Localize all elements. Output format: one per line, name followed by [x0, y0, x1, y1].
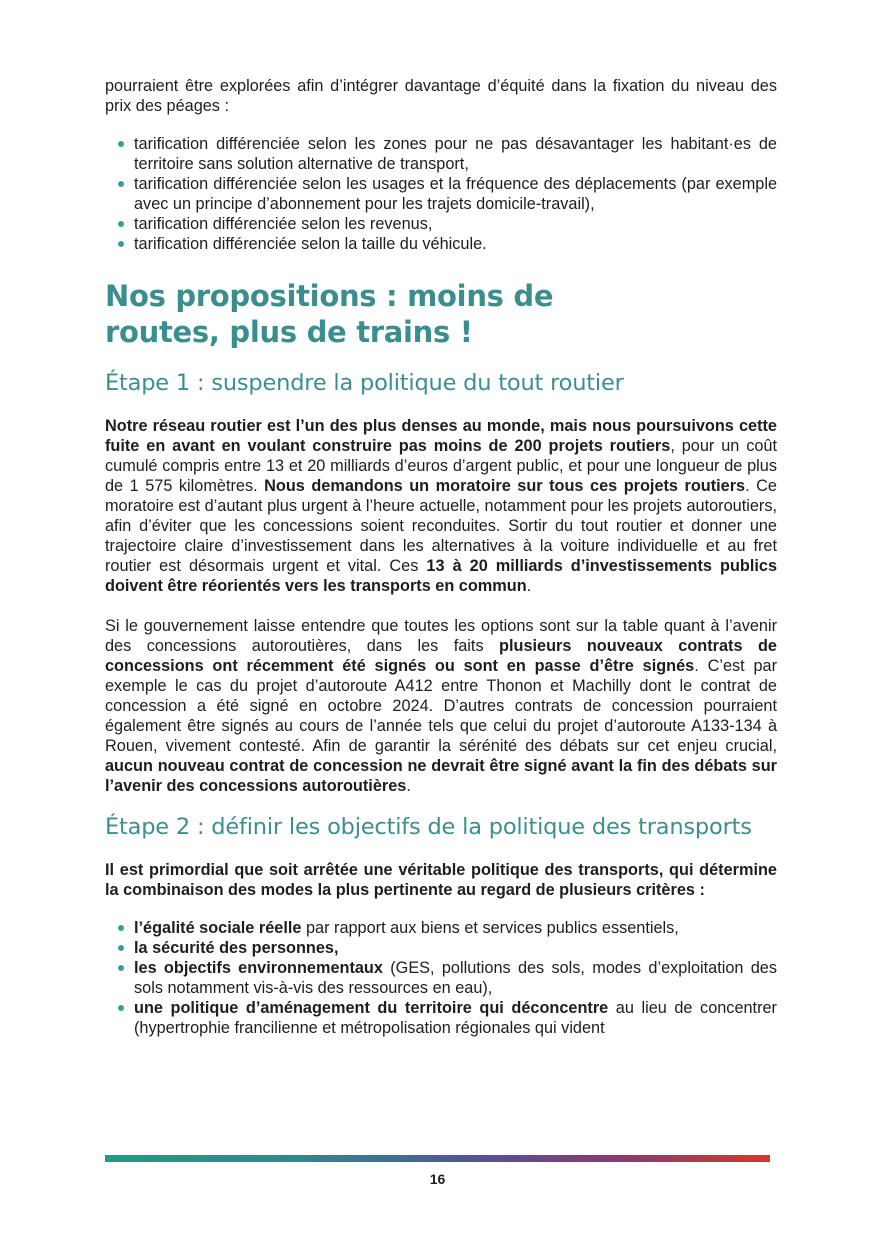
step1-paragraph-2: Si le gouvernement laisse entendre que toutes les options sont sur la table quant à l’avenir des concessions autoroutières, dans les faits plusieurs nouveaux contrats de concessions ont récemment été signés ou sont en passe d’être signés. C’est par exemple le cas du projet d’autoroute A412 entre Thonon et Machilly dont le contrat de concession a été signé en octobre 2024. D’autres contrats de concession pourraient également être signés au cours de l’année tels que celui du projet d’autoroute A133-134 à Rouen, vivement contesté. Afin de garantir la sérénité des débats sur cet enjeu crucial, aucun nouveau contrat de concession ne devrait être signé avant la fin des débats sur l’avenir des concessions autoroutières.	[105, 617, 777, 795]
bullet-dot-icon	[118, 241, 124, 247]
step1-heading: Étape 1 : suspendre la politique du tout routier	[105, 370, 624, 396]
bullet-dot-icon	[118, 1005, 124, 1011]
list-item: une politique d’aménagement du territoire qui déconcentre au lieu de concentrer (hypertrophie francilienne et métropolisation régionales qui vident	[105, 998, 777, 1038]
criteria-list	[105, 918, 777, 1038]
page-content	[105, 76, 777, 1038]
step1-paragraph-1: Notre réseau routier est l’un des plus denses au monde, mais nous poursuivons cette fuite en avant en voulant construire pas moins de 200 projets routiers, pour un coût cumulé compris entre 13 et 20 milliards d’euros d’argent public, et pour une longueur de plus de 1 575 kilomètres. Nous demandons un moratoire sur tous ces projets routiers. Ce moratoire est d’autant plus urgent à l’heure actuelle, notamment pour les projets autoroutiers, afin d’éviter que les concessions soient reconduites. Sortir du tout routier et donner une trajectoire claire d’investissement dans les alternatives à la voiture individuelle et au fret routier est désormais urgent et vital. Ces 13 à 20 milliards d’investissements publics doivent être réorientés vers les transports en commun.	[105, 417, 778, 595]
bullet-dot-icon	[118, 925, 124, 931]
list-item: tarification différenciée selon les revenus,	[105, 214, 777, 234]
section-title: Nos propositions : moins de routes, plus de trains !	[105, 279, 554, 349]
bullet-dot-icon	[118, 141, 124, 147]
list-item: tarification différenciée selon les usages et la fréquence des déplacements (par exemple avec un principe d’abonnement pour les trajets domicile-travail),	[105, 174, 777, 214]
list-item: tarification différenciée selon la taille du véhicule.	[105, 234, 777, 254]
bullet-dot-icon	[118, 181, 124, 187]
bullet-dot-icon	[118, 965, 124, 971]
list-item: la sécurité des personnes,	[105, 938, 777, 958]
pricing-list	[105, 134, 777, 254]
list-item: tarification différenciée selon les zones pour ne pas désavantager les habitant·es de territoire sans solution alternative de transport,	[105, 134, 777, 174]
footer-gradient-bar	[105, 1155, 770, 1162]
bullet-dot-icon	[118, 945, 124, 951]
intro-paragraph: pourraient être explorées afin d’intégrer davantage d’équité dans la fixation du niveau des prix des péages :	[105, 77, 777, 115]
step2-heading: Étape 2 : définir les objectifs de la politique des transports	[105, 814, 752, 840]
page-number: 16	[429, 1171, 446, 1187]
list-item: les objectifs environnementaux (GES, pollutions des sols, modes d’exploitation des sols notamment vis-à-vis des ressources en eau),	[105, 958, 777, 998]
bullet-dot-icon	[118, 221, 124, 227]
list-item: l’égalité sociale réelle par rapport aux biens et services publics essentiels,	[105, 918, 777, 938]
step2-lead: Il est primordial que soit arrêtée une véritable politique des transports, qui détermine la combinaison des modes la plus pertinente au regard de plusieurs critères :	[105, 861, 777, 899]
